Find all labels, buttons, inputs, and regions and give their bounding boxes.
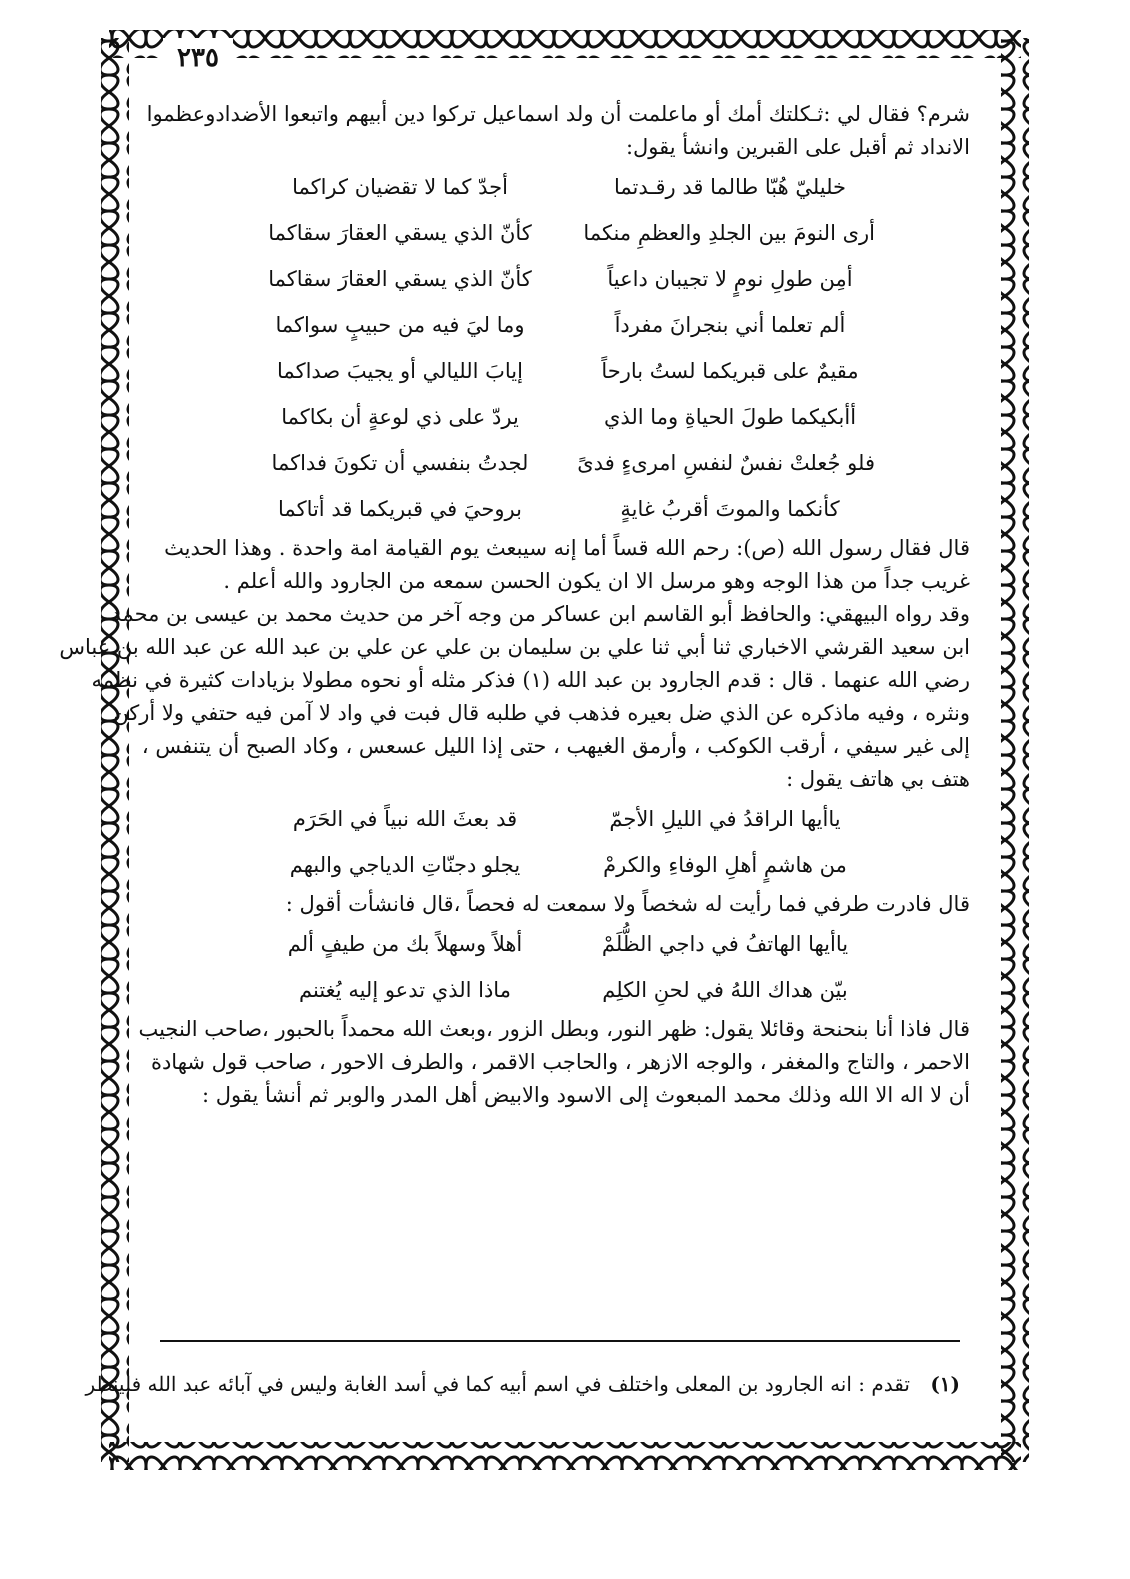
text-line: قال فقال رسول الله (ص): رحم الله قساً أما إنه سيبعث يوم القيامة امة واحدة . وهذا الحديث: [164, 536, 970, 560]
verse-second-hemistich: أجدّ كما لا تقضيان كراكما: [292, 174, 508, 199]
text-line: الاحمر ، والتاج والمغفر ، والوجه الازهر ، والحاجب الاقمر ، والطرف الاحور ، صاحب قول شهادة: [150, 1050, 970, 1074]
verse-second-hemistich: يردّ على ذي لوعةٍ أن بكاكما: [281, 404, 519, 429]
verse: [160, 164, 970, 210]
text-line: شرم؟ فقال لي :ثـكلتك أمك أو ماعلمت أن ولد اسماعيل تركوا دين أبيهم واتبعوا الأضدادوعظموا: [146, 102, 970, 126]
verse-first-hemistich: ياأيها الراقدُ في الليلِ الأجمّ: [609, 806, 841, 831]
verse: [160, 256, 970, 302]
verse-second-hemistich: بروحيَ في قبريكما قد أتاكما: [278, 496, 522, 521]
text-line: قال فادرت طرفي فما رأيت له شخصاً ولا سمعت له فحصاً ،قال فانشأت أقول :: [285, 892, 970, 916]
verse: [160, 394, 970, 440]
page-number: ٢٣٥: [163, 38, 233, 78]
text-line: غريب جداً من هذا الوجه وهو مرسل الا ان يكون الحسن سمعه من الجارود والله أعلم .: [223, 569, 970, 593]
text-line: ابن سعيد القرشي الاخباري ثنا أبي ثنا علي بن سليمان بن علي عن علي بن عبد الله عن عبد الله بن عباس: [59, 635, 970, 659]
poem-reply: [160, 921, 970, 1013]
verse-second-hemistich: كأنّ الذي يسقي العقارَ سقاكما: [268, 266, 532, 291]
text-line: هتف بي هاتف يقول :: [786, 767, 970, 791]
text-line: قال فاذا أنا بنحنحة وقائلا يقول: ظهر النور، وبطل الزور ،وبعث الله محمداً بالحبور ،صاحب النجيب: [138, 1017, 970, 1041]
verse-first-hemistich: خليليّ هُبّا طالما قد رقـدتما: [613, 174, 847, 199]
poem-qass-elegy: [160, 164, 970, 532]
page-body: [59, 98, 970, 1112]
verse-first-hemistich: أرى النومَ بين الجلدِ والعظمِ منكما: [583, 220, 875, 245]
verse-first-hemistich: أأبكيكما طولَ الحياةِ وما الذي: [603, 404, 857, 429]
verse: [160, 796, 970, 842]
verse-first-hemistich: ياأيها الهاتفُ في داجي الظُّلَمْ: [601, 931, 849, 956]
verse-first-hemistich: مقيمٌ على قبريكما لستُ بارحاً: [601, 358, 859, 383]
verse-first-hemistich: فلو جُعلتْ نفسٌ لنفسِ امرىءٍ فدىً: [577, 450, 875, 475]
verse-first-hemistich: من هاشمٍ أهلِ الوفاءِ والكرمْ: [603, 852, 847, 877]
text-line: رضي الله عنهما . قال : قدم الجارود بن عبد الله (١) فذكر مثله أو نحوه مطولا بزيادات كثيرة في نظمه: [91, 668, 970, 692]
text-line: وقد رواه البيهقي: والحافظ أبو القاسم ابن عساكر من وجه آخر من حديث محمد بن عيسى بن محمد: [111, 602, 970, 626]
transition-line: [160, 888, 970, 921]
verse-second-hemistich: وما ليَ فيه من حبيبٍ سواكما: [275, 312, 525, 337]
verse-second-hemistich: كأنّ الذي يسقي العقارَ سقاكما: [268, 220, 532, 245]
verse-second-hemistich: لجدتُ بنفسي أن تكونَ فداكما: [271, 450, 529, 475]
verse: [160, 302, 970, 348]
verse-first-hemistich: كأنكما والموتَ أقربُ غايةٍ: [620, 496, 840, 521]
text-line: الانداد ثم أقبل على القبرين وانشأ يقول:: [625, 135, 970, 159]
verse: [160, 842, 970, 888]
verse-second-hemistich: ماذا الذي تدعو إليه يُغتنم: [299, 977, 511, 1002]
verse: [160, 210, 970, 256]
verse-second-hemistich: إيابَ الليالي أو يجيبَ صداكما: [277, 358, 523, 383]
poem-hatif-call: [160, 796, 970, 888]
closing-paragraph: [138, 1013, 970, 1112]
verse-second-hemistich: قد بعثَ الله نبياً في الحَرَم: [292, 806, 518, 831]
verse: [160, 486, 970, 532]
text-line: إلى غير سيفي ، أرقب الكوكب ، وأرمق الغيهب ، حتى إذا الليل عسعس ، وكاد الصبح أن يتنفس ،: [141, 734, 970, 758]
intro-paragraph: [146, 98, 970, 164]
verse-second-hemistich: أهلاً وسهلاً بك من طيفٍ ألم: [287, 931, 523, 956]
footnote-text: تقدم : انه الجارود بن المعلى واختلف في اسم أبيه كما في أسد الغابة وليس في آبائه عبد الله فلينظر: [85, 1372, 910, 1396]
footnote-marker: (١): [930, 1372, 960, 1396]
verse-second-hemistich: يجلو دجنّاتِ الدياجي والبهم: [289, 852, 521, 877]
footnote-divider: [160, 1340, 960, 1342]
verse: [160, 921, 970, 967]
text-line: أن لا اله الا الله وذلك محمد المبعوث إلى الاسود والابيض أهل المدر والوبر ثم أنشأ يقول :: [202, 1083, 970, 1107]
verse: [160, 440, 970, 486]
middle-paragraph: [59, 532, 970, 796]
verse: [160, 967, 970, 1013]
verse-first-hemistich: أمِن طولِ نومٍ لا تجيبان داعياً: [607, 266, 853, 291]
footnote: [85, 1372, 960, 1396]
text-line: ونثره ، وفيه ماذكره عن الذي ضل بعيره فذهب في طلبه قال فبت في واد لا آمن فيه حتفي ولا أركن: [113, 701, 970, 725]
verse-first-hemistich: ألم تعلما أني بنجرانَ مفرداً: [614, 312, 846, 337]
verse: [160, 348, 970, 394]
verse-first-hemistich: بيّن هداك اللهُ في لحنِ الكلِم: [602, 977, 848, 1002]
